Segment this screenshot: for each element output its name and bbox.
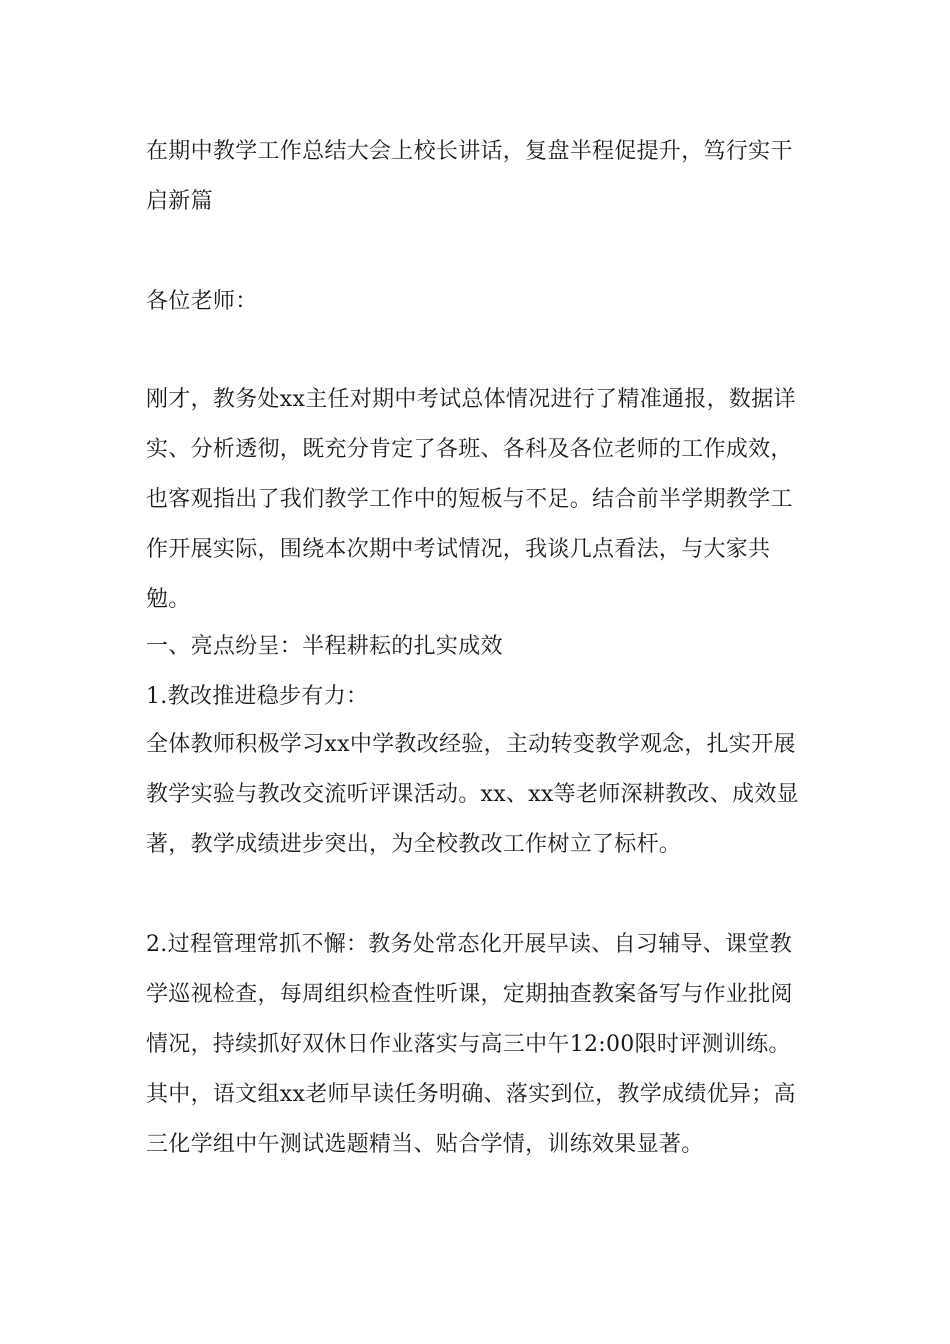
section-heading: 一、亮点纷呈：半程耕耘的扎实成效 xyxy=(146,634,503,659)
item-2-body: 2.过程管理常抓不懈：教务处常态化开展早读、自习辅导、课堂教学巡视检查，每周组织检查性听课，定期抽查教案备写与作业批阅情况，持续抓好双休日作业落实与高三中午12:00限时评测训练。其中，语文组xx老师早读任务明确、落实到位，教学成绩优异；高三化学组中午测试选题精当、贴合学情，训练效果显著。 xyxy=(146,932,796,1157)
intro-paragraph: 刚才，教务处xx主任对期中考试总体情况进行了精准通报，数据详实、分析透彻，既充分肯定了各班、各科及各位老师的工作成效，也客观指出了我们教学工作中的短板与不足。结合前半学期教学工作开展实际，围绕本次期中考试情况，我谈几点看法，与大家共勉。 xyxy=(146,387,796,612)
greeting: 各位老师： xyxy=(146,289,258,314)
item-1-title: 1.教改推进稳步有力： xyxy=(146,684,369,709)
document-title: 在期中教学工作总结大会上校长讲话，复盘半程促提升，笃行实干启新篇 xyxy=(146,139,793,214)
item-1-body: 全体教师积极学习xx中学教改经验，主动转变教学观念，扎实开展教学实验与教改交流听评课活动。xx、xx等老师深耕教改、成效显著，教学成绩进步突出，为全校教改工作树立了标杆。 xyxy=(146,732,799,857)
